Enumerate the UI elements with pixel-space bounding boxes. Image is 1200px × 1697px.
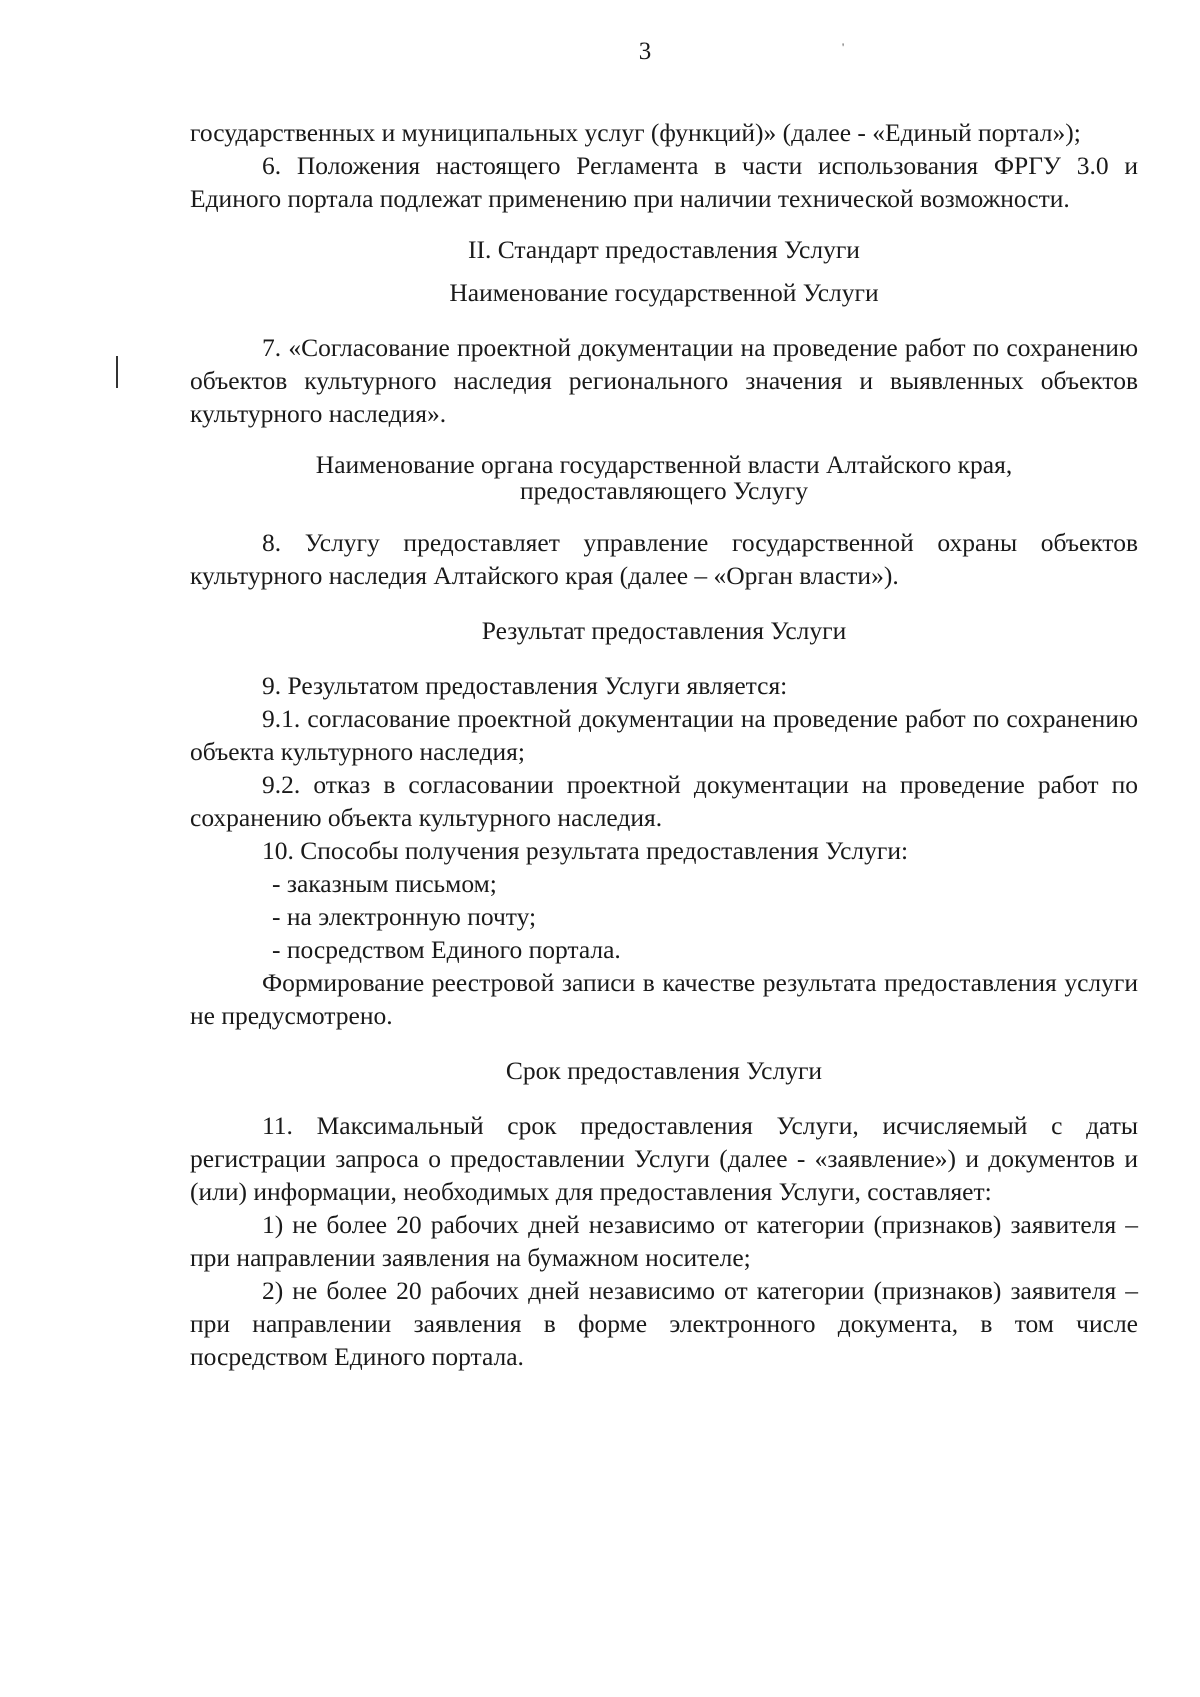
document-body bbox=[190, 116, 1138, 1373]
paragraph-7: 7. «Согласование проектной документации на проведение работ по сохранению объектов культурного наследия регионального значения и выявленных объектов культурного наследия». bbox=[190, 333, 1138, 428]
paragraph-9: 9. Результатом предоставления Услуги является: bbox=[262, 671, 788, 700]
subheading-organ-line2: предоставляющего Услугу bbox=[520, 476, 808, 505]
subheading-organ-line1: Наименование органа государственной власти Алтайского края, bbox=[315, 450, 1013, 479]
paragraph-9-1: 9.1. согласование проектной документации на проведение работ по сохранению объекта культурного наследия; bbox=[190, 704, 1138, 766]
paragraph-11: 11. Максимальный срок предоставления Услуги, исчисляемый с даты регистрации запроса о предоставлении Услуги (далее - «заявление») и документов и (или) информации, необходимых для предоставления Услуги, составляет: bbox=[190, 1111, 1138, 1206]
paragraph-10: 10. Способы получения результата предоставления Услуги: bbox=[262, 836, 909, 865]
scan-mark: ' bbox=[842, 40, 845, 54]
paragraph-9-2: 9.2. отказ в согласовании проектной документации на проведение работ по сохранению объекта культурного наследия. bbox=[190, 770, 1138, 832]
paragraph-continuation: государственных и муниципальных услуг (функций)» (далее - «Единый портал»); bbox=[190, 118, 1081, 147]
paragraph-10-note: Формирование реестровой записи в качестве результата предоставления услуги не предусмотрено. bbox=[190, 968, 1138, 1030]
list-item: - на электронную почту; bbox=[272, 902, 537, 931]
paragraph-11-2: 2) не более 20 рабочих дней независимо от категории (признаков) заявителя – при направлении заявления в форме электронного документа, в том числе посредством Единого портала. bbox=[190, 1276, 1138, 1371]
margin-change-bar bbox=[116, 356, 118, 388]
subheading-service-name: Наименование государственной Услуги bbox=[449, 278, 879, 307]
paragraph-11-1: 1) не более 20 рабочих дней независимо от категории (признаков) заявителя – при направлении заявления на бумажном носителе; bbox=[190, 1210, 1138, 1272]
paragraph-6: 6. Положения настоящего Регламента в части использования ФРГУ 3.0 и Единого портала подлежат применению при наличии технической возможности. bbox=[190, 151, 1138, 213]
list-item: - посредством Единого портала. bbox=[272, 935, 621, 964]
subheading-result: Результат предоставления Услуги bbox=[481, 616, 847, 645]
section-heading: II. Стандарт предоставления Услуги bbox=[468, 235, 860, 264]
subheading-term: Срок предоставления Услуги bbox=[505, 1056, 823, 1085]
paragraph-8: 8. Услугу предоставляет управление государственной охраны объектов культурного наследия Алтайского края (далее – «Орган власти»). bbox=[190, 528, 1138, 590]
list-item: - заказным письмом; bbox=[272, 869, 497, 898]
page-number: 3 bbox=[638, 38, 652, 65]
